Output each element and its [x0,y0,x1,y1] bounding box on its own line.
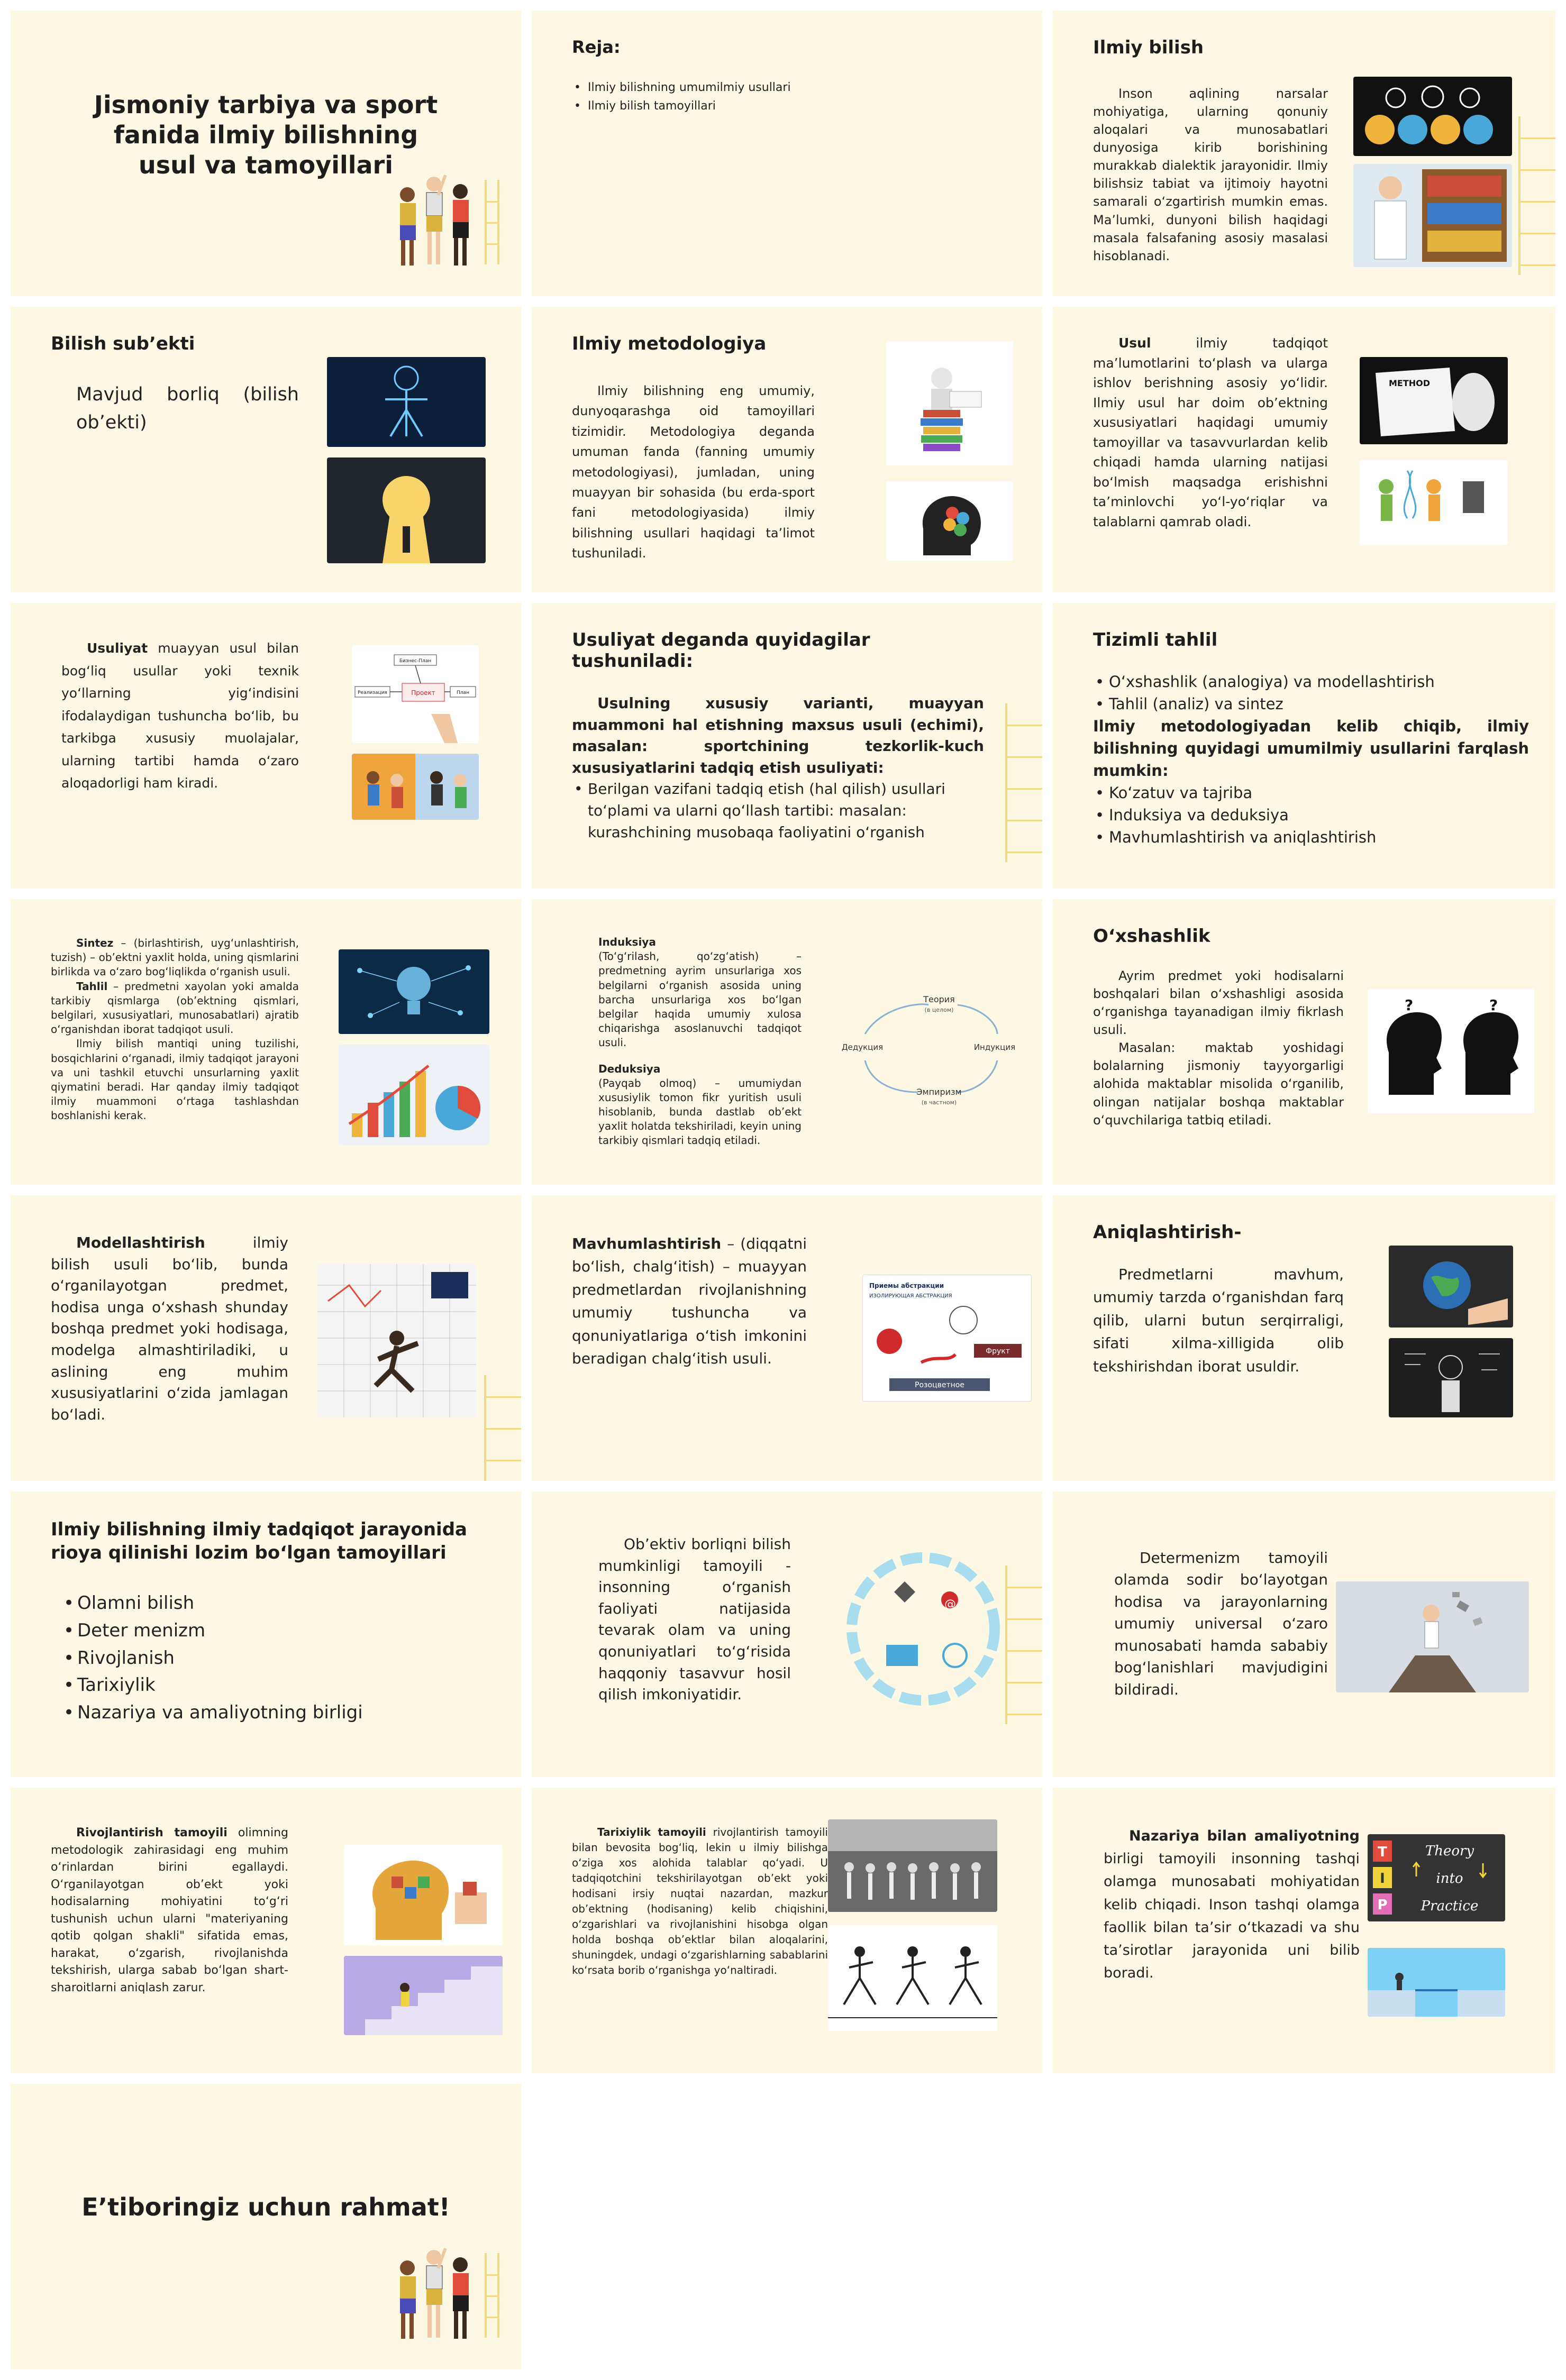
modellashtirish-definition: ilmiy bilish usuli bo‘lib, bunda o‘rganilayotgan predmet, hodisa unga o‘xshash shunday boshqa predmet yoki hodisaga, modelga almashtiriladiki, u aslining eng muhim xususiyatlarini o‘zida jamlagan bo‘ladi. [51,1234,288,1423]
slide-text [572,1232,807,1370]
slide-induksiya-deduksiya [532,899,1042,1185]
diagram-top: Бизнес-План [399,658,432,664]
term-deduksiya: Deduksiya [598,1062,661,1075]
slide-nazariya-amaliyot [1053,1788,1555,2073]
diagram-center: Проект [411,689,435,697]
thinking-heads-image [1368,989,1534,1113]
cycle-right: Индукция [973,1042,1016,1052]
slide-mavhumlashtirish [532,1195,1042,1481]
deduksiya-block [598,1062,802,1148]
slide-bilish-subekti [11,307,521,592]
ancient-race-drawing-image [828,1925,997,2031]
principles-list [51,1590,489,1726]
principle-item: • Rivojlanish [61,1645,489,1672]
slide-title [11,11,521,296]
abstraction-title: Приемы абстракции [869,1282,944,1289]
analysis-item: • O‘xshashlik (analogiya) va modellashtirish [1093,671,1529,693]
slide-oxshashlik [1053,899,1555,1185]
slide-aniqlashtirish [1053,1195,1555,1481]
term-induksiya: Induksiya [598,936,656,948]
slide-rivojlantirish [11,1788,521,2073]
svg-text:?: ? [1405,996,1414,1014]
slide-text [51,1232,288,1425]
methods-list [1093,782,1529,848]
lightbulb-network-image [339,949,489,1034]
analysis-item: • Tahlil (analiz) va sintez [1093,693,1529,715]
slide-text [61,637,299,795]
slide-usuliyat-deganda [532,603,1042,889]
plan-item: • Ilmiy bilishning umumilmiy usullari [572,78,1010,97]
ladder-decoration [479,1375,521,1481]
slide-determenizm [1053,1491,1555,1777]
plan-list [572,78,1010,115]
dna-people-image [1360,460,1508,545]
globe-hand-image [1389,1246,1513,1328]
term-rivojlantirish: Rivojlantirish tamoyili [76,1826,227,1839]
slide-thanks [11,2084,521,2369]
slide-olamni-bilish [532,1491,1042,1777]
ladder-decoration [1000,1566,1042,1724]
growth-chart-image [339,1045,489,1145]
heads-gears-image [1353,77,1512,156]
parade-photo-image [828,1819,997,1912]
logic-text: Ilmiy bilish mantiqi uning tuzilishi, bosqichlarini o‘rganadi, ilmiy tadqiqot jarayoni va uni tashkil etuvchi unsurlarning yaxlit qiymatini beradi. Har qanday ilmiy tadqiqot ilmiy muammoni o‘rtaga tashlashdan boshlanishi kerak. [51,1037,299,1122]
slide-text: Ob’ektiv borliqni bilish mumkinligi tamoyili - insonning o‘rganish faoliyati natijasida tevarak olam va uning qonuniyatlari to‘g‘risida haqqoniy tasavvur hosil qilish imkoniyatidir. [598,1535,791,1704]
slide-ilmiy-bilish [1053,11,1555,296]
athletes-illustration [376,2242,503,2348]
project-diagram-image [352,645,479,743]
slide-heading: Ilmiy bilish [1093,37,1204,58]
principle-item: • Nazariya va amaliyotning birligi [61,1699,489,1727]
rivojlantirish-definition: olimning metodologik zahirasidagi eng muhim o‘rinlardan birini egallaydi. O‘rganilayotgan ob’ekt yoki hodisalarning mohiyatini to‘g‘ri tushunish uchun ularni "materiyaning qotib qolgan shakli" sifatida emas, harakat, o‘zgarish, rivojlanishda tekshirish, ularga sabab bo‘lgan shart-sharoitlarni aniqlash zarur. [51,1826,288,1994]
abstraction-subtitle: ИЗОЛИРУЮЩАЯ АБСТРАКЦИЯ [869,1293,952,1299]
human-body-image [327,357,486,447]
slide-text [572,1825,828,1978]
tip-theory: Theory [1425,1843,1474,1859]
cycle-bottom: Эмпиризм [916,1087,962,1097]
abstraction-image [862,1275,1032,1402]
science-icons-image [836,1550,1010,1708]
stairs-image [344,1956,503,2035]
principle-item: • Tarixiylik [61,1672,489,1699]
deduksiya-definition: (Payqab olmoq) – umumiydan xususiylik tomon fikr yuritish usuli hisoblanib, bunda dastlab ob’ekt yaxlit holatda tekshiriladi, keyin uning tarkibiy qismlari tadqiq etiladi. [598,1076,802,1147]
scientist-books-image [1353,164,1512,267]
induksiya-definition: (To‘g‘rilash, qo‘zg‘atish) – predmetning ayrim unsurlariga xos belgilarni o‘rganish asosida uning barcha unsurlariga xos bo‘lgan belgilar haqida umumiy xulosa chiqarishga asoslanuvchi tadqiqot usuli. [598,950,802,1049]
methods-item: • Mavhumlashtirish va aniqlashtirish [1093,826,1529,848]
slide-heading: Tizimli tahlil [1093,629,1218,651]
slide-modellashtirish [11,1195,521,1481]
cycle-top-sub: (в целом) [924,1006,954,1013]
slide-heading: O‘xshashlik [1093,926,1210,947]
cycle-bottom-sub: (в частном) [921,1099,957,1106]
induksiya-block [598,935,802,1050]
slide-usuliyat [11,603,521,889]
analogy-example: Masalan: maktab yoshidagi bolalarning jismoniy tayyorgarligi alohida maktablar misolida o‘rganilib, olingan natijalar boshqa maktablar o‘quvchilariga tatbiq etiladi. [1093,1040,1344,1128]
method-scroll-image [1360,357,1508,444]
term-modellashtirish: Modellashtirish [76,1234,205,1251]
term-usul: Usul [1118,335,1151,351]
theory-practice-image [1368,1834,1505,1921]
cycle-left: Дедукция [841,1042,884,1052]
principle-item: • Olamni bilish [61,1590,489,1617]
methods-item: • Induksiya va deduksiya [1093,804,1529,826]
term-nazariya: Nazariya bilan amaliyotning [1129,1828,1360,1844]
reader-books-image [886,341,1013,465]
lead-text: Usulning xususiy varianti, muayyan muammoni hal etishning maxsus usuli (echimi), masalan: sportchining tezkorlik-kuch xususiyatlarini tadqiq etish usuliyati: [572,694,984,776]
tahlil-text [51,980,299,1037]
term-sintez: Sintez [76,937,114,949]
team-meeting-image [352,754,479,820]
slide-text [1104,1825,1360,1984]
runner-model-image [317,1264,476,1417]
abstraction-label-fruit: Фрукт [986,1347,1010,1356]
sintez-text [51,936,299,980]
slide-heading: Bilish sub’ekti [51,333,195,354]
nazariya-definition: birligi tamoyili insonning tashqi olamga munosabati mohiyatidan kelib chiqadi. Inson tashqi olamga faollik bilan ta’sir o‘tkazadi va shu ta’sirotlar jarayonida uni bilib boradi. [1104,1851,1360,1982]
athletes-illustration [376,169,503,275]
theory-cycle-diagram [833,986,1024,1113]
slide-tarixiylik [532,1788,1042,2073]
slide-tamoyillar [11,1491,521,1777]
lead-text: Ilmiy metodologiyadan kelib chiqib, ilmiy bilishning quyidagi umumilmiy usullarini farqlash mumkin: [1093,717,1529,780]
slide-heading: Ilmiy metodologiya [572,333,767,354]
diagram-right: План [457,690,469,695]
usul-definition: ilmiy tadqiqot ma’lumotlarini to‘plash va ularga ishlov berishning asosiy yo‘lidir. Ilmiy usul har doim ob’ektning xususiyatlari haqidagi umumiy tamoyillar va tasavvurlardan kelib chiqadi hamda ularning natijasi bo‘lmish maqsadga erishishni ta’minlovchi yo‘l-yo‘riqlar va talablarni qamrab oladi. [1093,335,1328,529]
tip-into: into [1436,1871,1463,1887]
term-tahlil: Tahlil [76,980,108,993]
slide-text: Inson aqlining narsalar mohiyatiga, ularning qonuniy aloqalari va munosabatlari dunyosiga kirib borishining murakkab dialektik jarayonidir. Ilmiy bilishsiz tabiat va ijtimoiy hayotni samarali o‘zgartirish mumkin emas. Ma’lumki, dunyoni bilish haqidagi masala falsafaning asosiy masalasi hisoblanadi. [1093,86,1328,263]
abstraction-label-rose: Розоцветное [915,1381,964,1389]
cycle-top: Теория [923,994,955,1004]
keyhole-light-image [327,457,486,563]
tip-letter-p: P [1377,1897,1388,1913]
slide-title-heading: Jismoniy tarbiya va sport fanida ilmiy bilishning usul va tamoyillari [94,90,438,180]
slide-sintez-tahlil [11,899,521,1185]
puzzle-head-image [344,1845,503,1945]
tip-letter-t: T [1378,1844,1387,1860]
slide-heading: Ilmiy bilishning ilmiy tadqiqot jarayonida rioya qilinishi lozim bo‘lgan tamoyillari [51,1519,467,1564]
slide-usul [1053,307,1555,592]
method-list [572,779,984,843]
term-tarixiylik: Tarixiylik tamoyili [597,1826,706,1838]
principle-item: • Deter menizm [61,1617,489,1645]
slide-text: Predmetlarni mavhum, umumiy tarzda o‘rganishdan farq qilib, ularni butun serqirraligi, sifati xilma-xilligida olib tekshirishdan iborat usuldir. [1093,1266,1344,1375]
thanks-heading: E’tiboringiz uchun rahmat! [81,2193,450,2221]
sintez-definition: – (birlashtirish, uyg‘unlashtirish, tuzish) – ob’ektni yaxlit holda, uning qismlarini birlikda va o‘zaro bog‘liqlikda o‘rganish usuli. [51,937,299,978]
method-badge: METHOD [1389,378,1431,388]
analogy-definition: Ayrim predmet yoki hodisalarni boshqalari bilan o‘xshashligi asosida o‘rganishga tayanadigan ilmiy fikrlash usuli. [1093,968,1344,1038]
methods-item: • Ko‘zatuv va tajriba [1093,782,1529,804]
explosion-figure-image [1336,1581,1529,1692]
svg-text:@: @ [944,1598,956,1611]
usuliyat-definition: muayyan usul bilan bog‘liq usullar yoki texnik yo‘llarning yig‘indisini ifodalaydigan tushuncha bo‘lib, bu tarkibga xususiy muolajalar, ularning tartibi hamda o‘zaro aloqadorligi ham kiradi. [61,640,299,791]
plan-item: • Ilmiy bilish tamoyillari [572,97,1010,115]
slide-text: Mavjud borliq (bilish ob’ekti) [76,384,299,433]
slide-tizimli-tahlil [1053,603,1555,889]
slide-text: Ilmiy bilishning eng umumiy, dunyoqarashga oid tamoyillari tizimidir. Metodologiya deganda umuman fanda (fanning umumiy metodologiyasi), jumladan, uning muayyan bir sohasida (bu erda-sport fani metodologiyasida) ilmiy bilishning usullari haqidagi ta’limot tushuniladi. [572,383,815,561]
term-mavhumlashtirish: Mavhumlashtirish [572,1235,722,1252]
slide-plan [532,11,1042,296]
ladder-decoration [1000,703,1042,862]
tarixiylik-definition: rivojlantirish tamoyili bilan bevosita bog‘liq, lekin u ilmiy bilishga o‘ziga xos alohida talablar qo‘yadi. U tadqiqotchini tekshirilayotgan ob’ekt yoki hodisani irsiy nuqtai nazardan, mazkur ob’ektning (hodisaning) kelib chiqishini, o‘zgarishlari va rivojlanishini hisobga olgan holda boshqa ob’ektlar bilan aloqalarini, shuningdek, undagi o‘zgarishlarning sabablarini ko‘rsata borib o‘rganishga yo‘naltiradi. [572,1826,828,1976]
slide-text: Determenizm tamoyili olamda sodir bo‘layotgan hodisa va jarayonlarning umumiy universal o‘zaro munosabati hamda sababiy bog‘lanishlari mavjudigini bildiradi. [1114,1549,1328,1698]
tip-practice: Practice [1421,1898,1479,1914]
analysis-list [1093,671,1529,715]
slide-heading: Usuliyat deganda quyidagilar tushuniladi: [572,629,870,672]
mavhumlashtirish-definition: – (diqqatni bo‘lish, chalg‘itish) – muayyan predmetlardan rivojlanishning umumiy tushuncha va qonuniyatlariga o‘tish imkonini beradigan chalg‘itish usuli. [572,1235,807,1367]
diagram-left: Реализация [358,690,387,695]
svg-text:?: ? [1489,996,1498,1014]
method-item: • Berilgan vazifani tadqiq etish (hal qilish) usullari to‘plami va ularni qo‘llash tartibi: masalan: kurashchining musobaqa faoliyatini o‘rganish [572,779,984,843]
slide-text [1093,333,1328,532]
ladder-decoration [1513,116,1555,275]
plan-title: Reja: [572,37,621,57]
slide-ilmiy-metodologiya [532,307,1042,592]
bridge-gap-image [1368,1948,1505,2017]
term-usuliyat: Usuliyat [87,640,148,656]
slide-text [51,1825,288,1997]
brain-puzzle-image [886,481,1013,561]
chalkboard-image [1389,1338,1513,1417]
tahlil-definition: – predmetni xayolan yoki amalda tarkibiy qismlarga (ob’ektning qismlari, belgilari, xususiyatlari, munosabatlari) ajratib o‘rganishdan iborat tadqiqot usuli. [51,980,299,1036]
slide-heading: Aniqlashtirish- [1093,1222,1242,1243]
tip-letter-i: I [1380,1871,1385,1887]
